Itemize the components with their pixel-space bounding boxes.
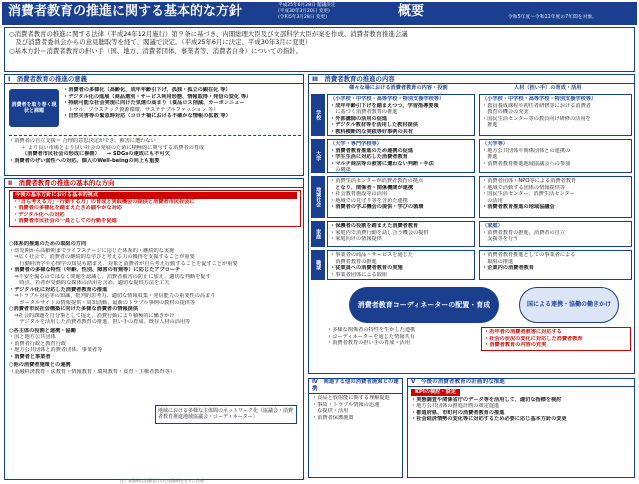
related-item: な提供・活用 — [312, 408, 349, 414]
content-line: ・消費者教育推進地域協議会への参加 — [482, 160, 571, 167]
date-line: 平成25年6月28日 閣議決定 — [278, 3, 336, 8]
content-line: ・社会教育施設等の活用 — [330, 191, 388, 197]
content-line: の活用 — [482, 197, 503, 204]
body-line: デジタルを活用した消費者教育の推進、担い手の育成、既存人材の活用等 — [9, 319, 191, 325]
section-heading: Ⅲ 消費者教育の推進の内容 — [309, 75, 634, 84]
perspective-item: ・消費者の多様化を踏まえたきめ細やかな対応 — [13, 205, 122, 211]
issue-item: ・自然災害等の緊急時対応（コロナ禍における不確かな情報の拡散 等） — [63, 113, 231, 119]
current-status-badge: 消費者を取り巻く現状と課題 — [9, 89, 59, 127]
overview-label: 概要 — [398, 4, 425, 19]
content-line: （大学等） — [482, 141, 508, 147]
planning-body — [408, 387, 634, 424]
content-line: ・マルチ商法等の被害に遭わない判断・手法 — [330, 160, 434, 167]
body-line: ・消費者と事業者 — [9, 353, 51, 360]
content-line: ・事業者の商品・サービスを通じた — [330, 252, 414, 258]
content-line: ・消費者教育推進のため連携の促進 — [330, 147, 414, 154]
workplace-content — [327, 250, 475, 280]
issues-list — [63, 87, 301, 120]
content-line: ・外部講師の活用の促進 — [330, 115, 388, 122]
content-line: となり、関係者・関係機関が連携 — [330, 184, 414, 191]
bullet-line: ・多様な関係者の特性を生かした連携 — [327, 327, 416, 333]
university-content — [327, 139, 475, 173]
body-line: ポータルサイトの情報提供・周知活動、最新のトラブル事例の教材の提供等 — [9, 299, 196, 306]
content-line: ・国民生活センター等の教員向け研修の活用を — [482, 115, 591, 122]
issue-item: ・持続可能な社会実現に向けた気運の高まり（食品ロス削減、カーボンニュー — [63, 100, 245, 106]
perspective-item: ・デジタル化への対応 — [13, 211, 65, 218]
goals-list — [9, 135, 301, 164]
content-col-left-title: 様々な場における消費者教育の内容・役割 — [349, 85, 448, 91]
collaboration-bullets — [327, 327, 477, 347]
related-items — [309, 394, 402, 422]
content-line: の構築 — [330, 167, 351, 173]
school-human-resources — [479, 94, 632, 136]
goal-line: ・消費者のぜい弱性への対応、個人のWell-beingの向上も重要 — [9, 157, 160, 164]
body-line: ・デジタル化に対応した消費者教育の推進 — [9, 286, 108, 293]
content-col-right-title: 人材（担い手）の育成・活用 — [514, 85, 582, 91]
body-line: ○各主体の役割と連携・協働 — [9, 327, 76, 334]
content-line: ・家庭内で消費行動を話し合う機会の提供 — [330, 229, 429, 236]
goal-line: （消費者市民社会の形成に参画） → SDGsの達成にも不可欠 — [9, 151, 170, 157]
body-line: ⇒広く社会で、消費者の継続的な学びと考える力の獲得を支援することが重要 — [9, 254, 195, 260]
content-line: （家庭） — [482, 223, 503, 229]
intro-line: 及び消費者委員会からの意見聴取等を経て、閣議で決定。（平成25年6月に決定、平成30年3月に変更） — [9, 38, 312, 47]
row-label-home: 家庭 — [311, 221, 325, 247]
body-line: ⇒不安を煽るのではなく問題を認識し、消費者被害の防止に加え、適切な判断を促す — [9, 273, 211, 280]
content-line: ・デジタル教材等を活用した教材提供 — [330, 122, 418, 128]
home-content — [327, 221, 475, 247]
content-line: に基づく消費者教育の推進 — [330, 109, 398, 115]
content-line: ・地域で活動する団体の情報提供等 — [482, 184, 566, 191]
home-human-resources — [479, 221, 632, 247]
goal-line: ・消費者の自立支援＝ 合理的意思決定ができ、被害に遭わない — [9, 138, 156, 144]
goal-line: ＋ より良い市場とより良い社会の発展のために積極的に関与する消費者の育成 — [9, 144, 205, 151]
summary-line: ・若年者の消費者被害に対応する — [484, 329, 562, 335]
row-label-workplace: 職域 — [311, 250, 325, 280]
section-heading: Ⅳ 関連する他の消費者施策との連携 — [309, 379, 402, 394]
body-line: ・地方公共団体と消費者団体、事業者等 — [9, 347, 103, 353]
body-line: ・幼児期から高齢期までライフステージに応じた体系的・継続的な実施 — [9, 247, 175, 254]
date-line: (平成30年3月20日 変更) — [278, 9, 330, 14]
planning-item: ・社会経済情勢の変化等に対応するため必要に応じ基本方針の変更 — [411, 416, 567, 422]
row-label-university: 大学 — [311, 139, 325, 173]
related-item: ・消費者保護施策 — [312, 414, 354, 421]
content-line: 取組の推進 — [482, 258, 514, 265]
section-heading: Ⅰ 消費者教育の推進の意義 — [5, 75, 303, 84]
body-line: ・消費者行政と教育行政 — [9, 340, 67, 347]
body-line: ・国と地方公共団体 — [9, 334, 56, 340]
section-heading: Ⅱ 消費者教育の推進の基本的な方向 — [5, 179, 303, 188]
section-content — [308, 74, 635, 374]
content-line: ・学生生活に対応した消費者教育 — [330, 154, 408, 160]
content-line: 推進 — [482, 154, 498, 160]
summary-box — [481, 327, 631, 351]
body-line: ⇒社会的課題を自分事として捉え、消費行動により積極的に働きかけ — [9, 312, 175, 319]
content-line: ・消費者教育推進としての事業者による — [482, 252, 576, 258]
body-line: （金融経済教育・法教育・情報教育・環境教育・食育・主権者教育等） — [9, 368, 176, 375]
issue-item: ・デジタル化の進展（商品選別・サービス利用形態、情報取得・発信の変化 等） — [63, 93, 252, 100]
community-content — [327, 176, 475, 218]
workplace-human-resources — [479, 250, 632, 280]
footer-note: 注）本資料は消費者庁の公表資料をもとに作成 — [120, 478, 204, 483]
content-line: 支援等を行う — [482, 236, 519, 242]
issue-item: ・消費者の多様化（高齢化、成年年齢引下げ、孤独・孤立の顕在化 等） — [63, 87, 231, 93]
planning-item: ・地方公共団体の推進計画の策定促進 — [411, 403, 500, 409]
body-line: ○体系的推進のための取組の方向 — [9, 241, 87, 247]
bullet-line: ・コーディネーターを通じた情報共有 — [327, 333, 415, 340]
section-heading: Ⅴ 今後の消費者教育の計画的な推進 — [408, 379, 634, 387]
content-line: ・企業内の消費者教育 — [482, 265, 534, 271]
planning-item: ・実態調査や関係省庁のデータ等を活用して、適切な指標を検討 — [411, 396, 562, 403]
bullet-line: ・消費者教育の担い手の育成・活用 — [327, 340, 411, 346]
body-line: 行動経済学や心理学の知見も踏まえ、対象と消費者が自ら考え行動することを促すことが重要 — [9, 260, 238, 267]
direction-body — [9, 241, 301, 375]
summary-line: ・社会の状況の変化に対応した消費者教育 — [484, 335, 583, 342]
section-significance — [4, 74, 304, 176]
university-human-resources — [479, 139, 632, 173]
body-line: ・消費者の多様な特性（年齢、性別、障害の有無等）に応じたアプローチ — [9, 267, 181, 273]
kpi-badge: KPIの検討・設定 — [411, 389, 460, 396]
content-line: ・地方公共団体や関係団体との連携の — [482, 147, 571, 154]
body-line: ○他の消費者施策との連携 — [9, 362, 71, 368]
section-direction — [4, 178, 304, 480]
content-line: ・教科横断的な実践等好事例の共有 — [330, 128, 414, 135]
date-line: (令和5年3月28日 変更) — [278, 15, 327, 20]
page-title: 消費者教育の推進に関する基本的な方針 — [8, 4, 243, 19]
content-line: ・消費者団体・NPO等による消費者教育 — [482, 178, 577, 184]
related-item: ・事故・トラブル情報の迅速 — [312, 401, 380, 408]
network-note: 地域における多様な主体間のネットワーク化（協議会・消費者教育推進地域協議会・コーディネーター） — [155, 405, 297, 424]
content-line: ・消費生活センターが消費者教育の拠点 — [330, 178, 424, 184]
target-period: 令和5年度～令和11年度の7年間を対象。 — [508, 15, 597, 20]
content-line: ・事業者団体による取組 — [330, 271, 388, 278]
content-line: 教育の機会の充実 — [482, 109, 529, 115]
intro-line: ○基本方針＝消費者教育の担い手（国、地方、消費者団体、事業者等、消費者自身）についての指針。 — [9, 46, 303, 55]
content-line: ・成年年齢引下げを踏まえつつ、学習指導要領 — [330, 102, 439, 109]
content-line: ・消費者の学ぶ機会の提供・学びの循環 — [330, 204, 424, 210]
content-line: （小学校・中学校・高等学校・特別支援学校等） — [330, 96, 445, 102]
summary-line: ・消費者教育の内容の充実 — [484, 342, 547, 348]
content-line: ・家庭向けの情報提供 — [330, 236, 382, 242]
content-line: ・消費者教育の推進、消費者の自立 — [482, 229, 566, 236]
perspective-item: ・「自ら考える力」「行動する力」の育成と実践機会の提供と消費者市民社会に — [13, 198, 195, 205]
decision-dates — [278, 3, 335, 21]
community-human-resources — [479, 176, 632, 218]
body-line: 時点、若者が受動的な媒体の活用を含め、適切な提供方法を工夫 — [9, 280, 170, 286]
coordinator-oval: 消費者教育コーディネーターの配置・育成 — [349, 287, 499, 323]
intro-line: ○消費者教育の推進に関する法律（平成24年12月施行）第９条に基づき、内閣総理大臣及び文部科学大臣が案を作成、消費者教育推進会議 — [9, 30, 408, 38]
body-line: ⇒トラブル対応等の知識、批判的思考力、適切な情報収集・発信能力の重要性の高まり — [9, 293, 216, 299]
content-line: （小学校・中学校・高等学校・特別支援学校等） — [482, 96, 597, 102]
section-planning — [407, 378, 635, 478]
content-line: （大学・専門学校等） — [330, 141, 382, 147]
content-line: ・国民生活センター、消費生活センター — [482, 191, 575, 197]
related-item: ・食品と放射能に関する理解促進 — [312, 395, 390, 401]
perspectives-box — [9, 190, 301, 227]
intro-box — [4, 27, 635, 72]
section-related-policies — [308, 378, 403, 478]
row-label-community: 地域社会 — [311, 176, 325, 218]
content-line: ・消費者教育推進の地域協議会 — [482, 204, 555, 210]
content-line: 消費者教育の推進 — [330, 258, 377, 265]
content-line: 推進 — [482, 122, 498, 128]
content-line: ・地域での見守り等を含めた連携 — [330, 197, 408, 204]
perspectives-title: 今後の基本方針における基本的視点 — [13, 192, 297, 199]
content-line: ・保護者の役割を踏まえた消費者教育 — [330, 223, 419, 229]
body-line: ○消費者市民社会構築に向けた多様な消費者の情報提供 — [9, 306, 139, 312]
content-line: ・教員養成課程や初任者研修等における消費者 — [482, 102, 591, 109]
row-label-school: 学校 — [311, 94, 325, 136]
cooperation-oval: 国による連携・協働の働きかけ — [519, 287, 619, 323]
content-line: ・従業員への消費者教育の実施 — [330, 265, 403, 271]
planning-item: ・都道府県、市町村の消費者教育の推進 — [411, 409, 505, 416]
issue-item: トラル、プラスチック資源循環、サステナブルファッション 等） — [63, 106, 219, 113]
school-content — [327, 94, 475, 136]
perspective-item: ・消費者市民社会の一員としての行動を促進 — [13, 218, 117, 224]
